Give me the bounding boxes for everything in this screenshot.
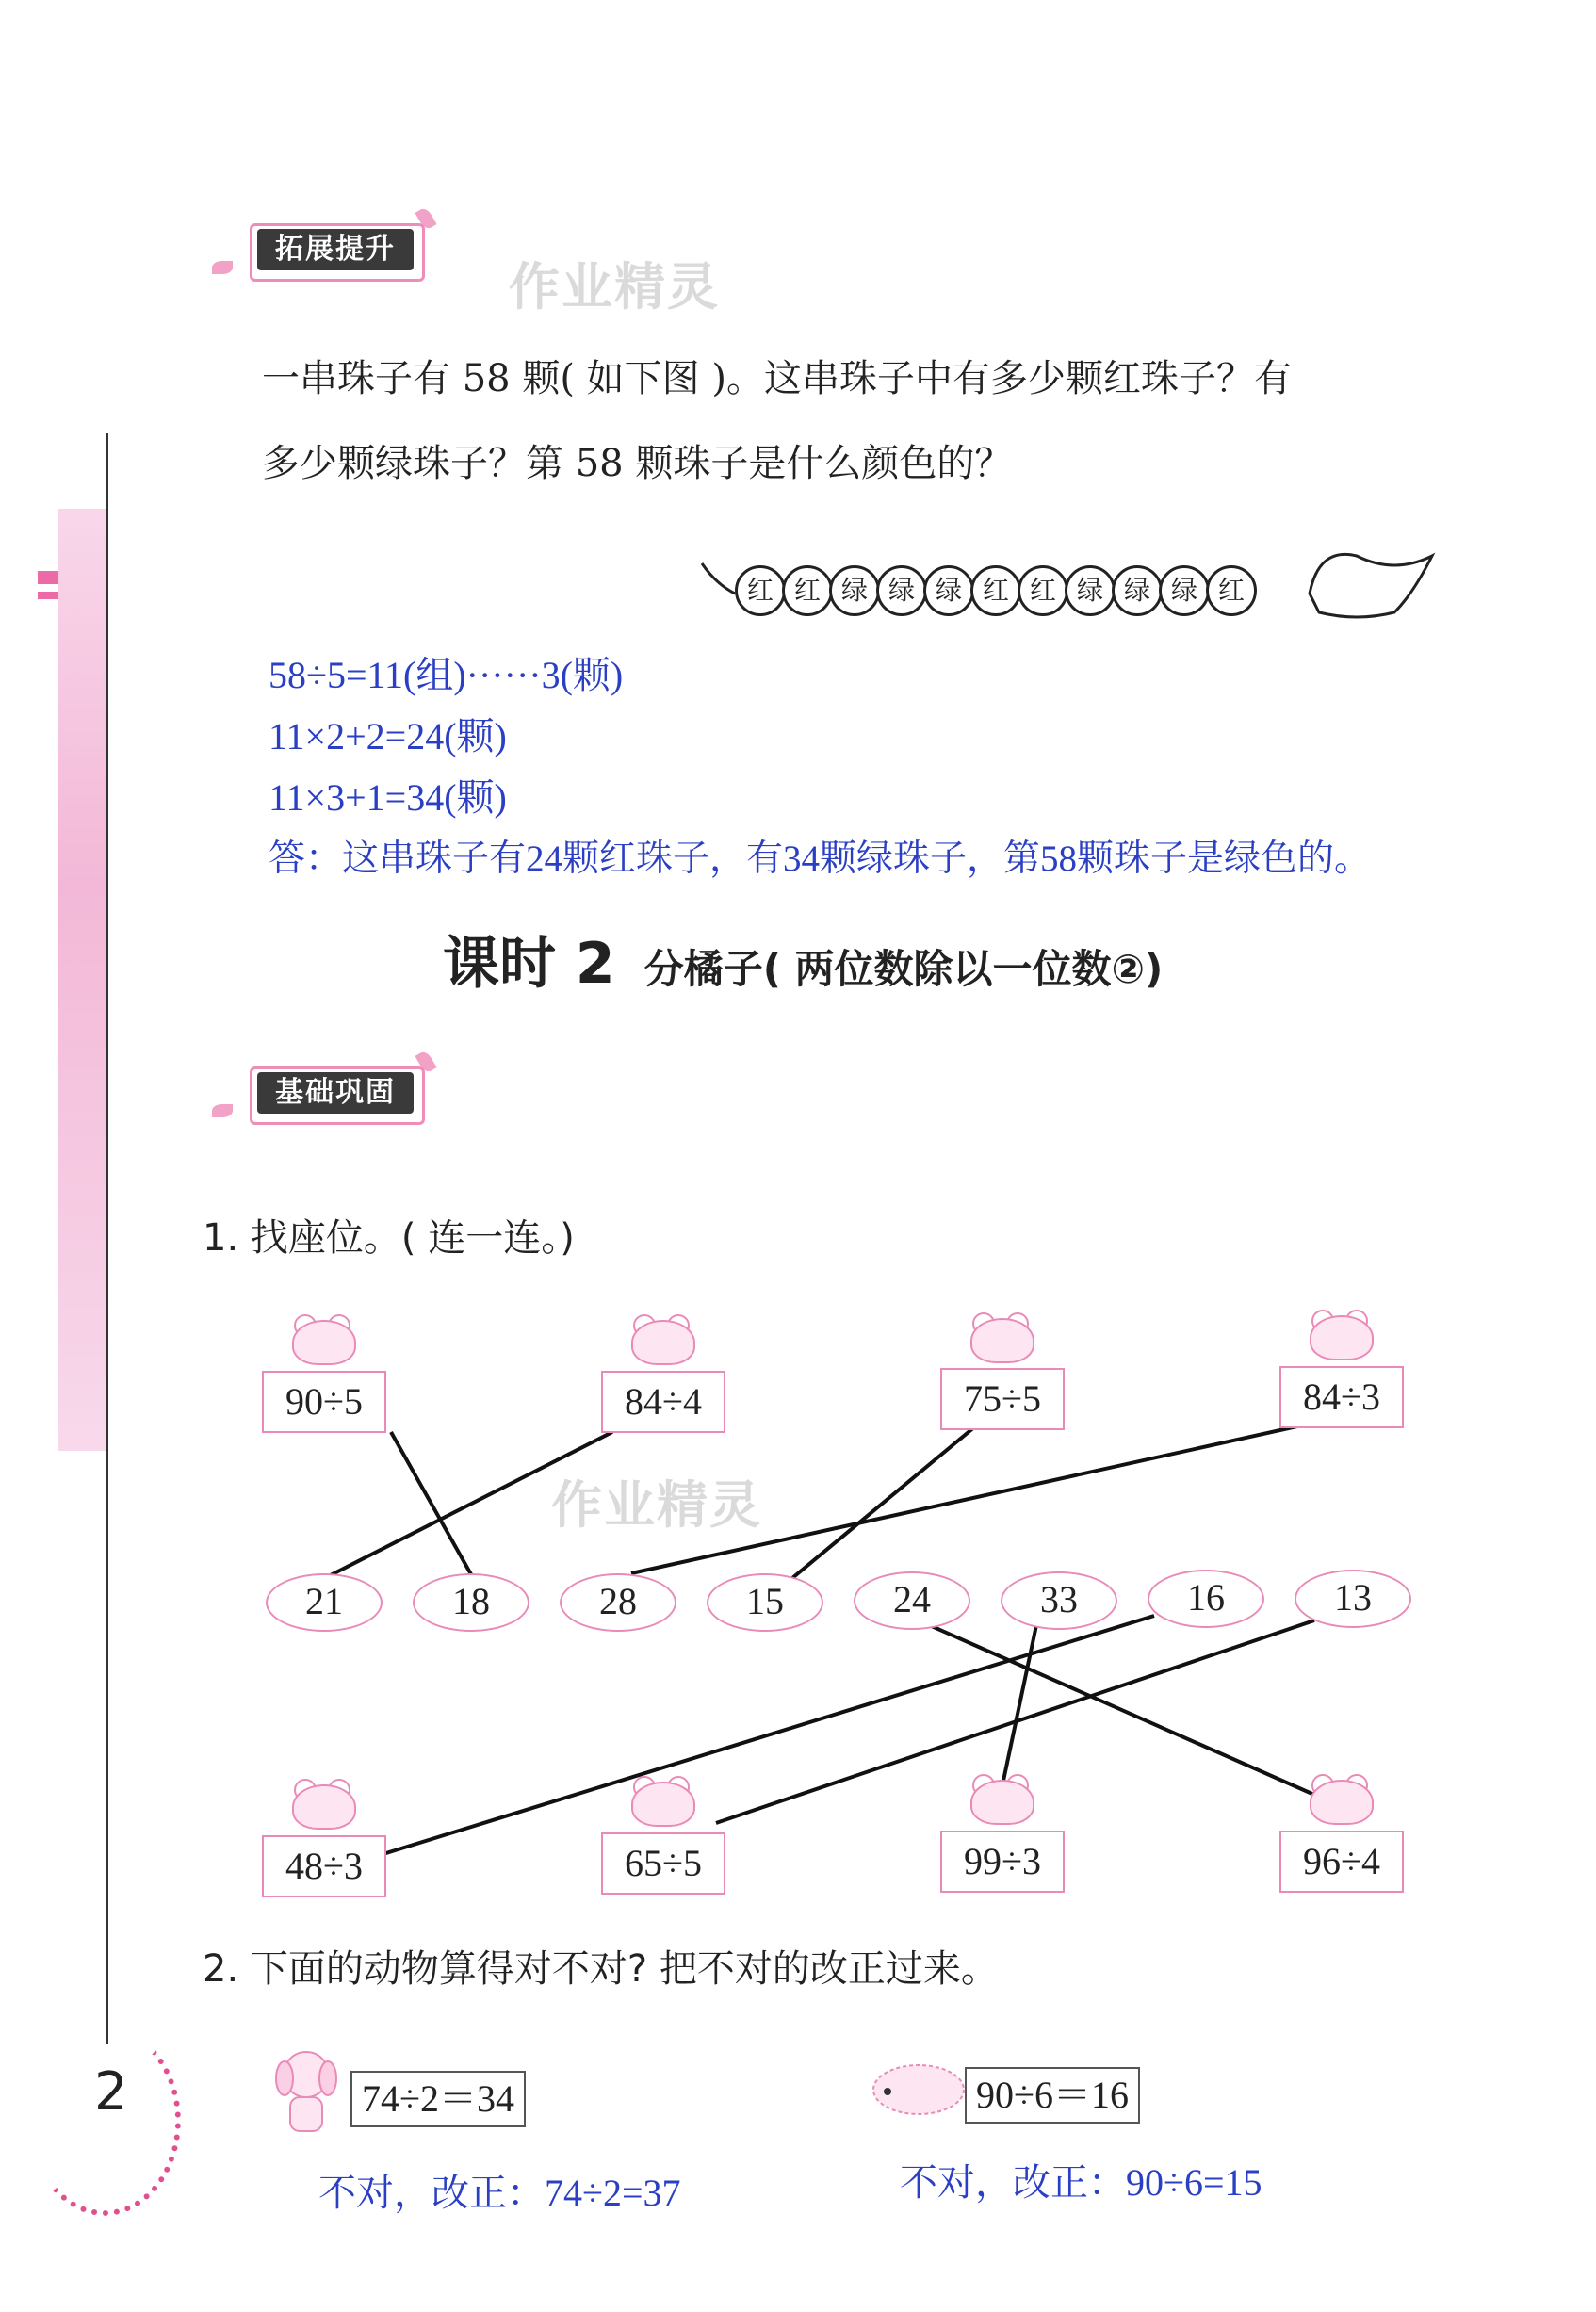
top-expr: 75÷5 bbox=[940, 1368, 1065, 1430]
frog-icon bbox=[1302, 1310, 1377, 1360]
page-number: 2 bbox=[94, 2061, 128, 2123]
lesson-title: 分橘子( 两位数除以一位数②) bbox=[643, 946, 1164, 992]
answer-line-2: 11×2+2=24(颗) bbox=[269, 715, 507, 757]
bead-item: 绿 bbox=[1065, 565, 1116, 616]
number-cloud: 24 bbox=[854, 1571, 970, 1630]
frog-icon bbox=[624, 1776, 699, 1827]
bead-item: 绿 bbox=[1112, 565, 1163, 616]
bottom-expr: 99÷3 bbox=[940, 1831, 1065, 1893]
number-cloud: 21 bbox=[266, 1573, 383, 1632]
q2-text: 2. 下面的动物算得对不对? 把不对的改正过来。 bbox=[203, 1947, 999, 1991]
frog-icon bbox=[285, 1314, 360, 1365]
bead-item: 红 bbox=[1018, 565, 1068, 616]
top-expr: 84÷3 bbox=[1279, 1366, 1404, 1428]
number-cloud: 13 bbox=[1295, 1570, 1411, 1628]
frog-icon bbox=[963, 1312, 1038, 1363]
frog-icon bbox=[963, 1774, 1038, 1825]
watermark: 作业精灵 bbox=[551, 1475, 762, 1535]
top-expr: 90÷5 bbox=[262, 1371, 386, 1433]
equation-right: 90÷6＝16 bbox=[965, 2067, 1140, 2124]
frog-icon bbox=[1302, 1774, 1377, 1825]
bead-item: 红 bbox=[782, 565, 833, 616]
hedgehog-icon bbox=[867, 2054, 970, 2120]
number-cloud: 28 bbox=[560, 1573, 676, 1632]
bead-item: 红 bbox=[970, 565, 1021, 616]
number-cloud: 16 bbox=[1148, 1570, 1264, 1628]
watermark: 作业精灵 bbox=[509, 257, 720, 317]
question-line-1: 一串珠子有 58 颗( 如下图 )。这串珠子中有多少颗红珠子？有 bbox=[262, 357, 1292, 400]
bead-item: 红 bbox=[1206, 565, 1257, 616]
number-cloud: 15 bbox=[707, 1573, 823, 1632]
correction-right: 不对，改正：90÷6=15 bbox=[900, 2161, 1262, 2204]
answer-line-1: 58÷5=11(组)······3(颗) bbox=[269, 654, 624, 696]
equation-left: 74÷2＝34 bbox=[350, 2071, 526, 2127]
bead-item: 绿 bbox=[829, 565, 880, 616]
question-line-2: 多少颗绿珠子？第 58 颗珠子是什么颜色的？ bbox=[262, 442, 1013, 485]
bead-item: 绿 bbox=[876, 565, 927, 616]
banner-label: 基础巩固 bbox=[257, 1072, 414, 1114]
number-cloud: 18 bbox=[413, 1573, 529, 1632]
bead-item: 绿 bbox=[923, 565, 974, 616]
lesson-number: 课时 2 bbox=[443, 931, 615, 997]
q1-text: 1. 找座位。( 连一连。) bbox=[203, 1216, 575, 1260]
bead-item: 红 bbox=[735, 565, 786, 616]
banner-label: 拓展提升 bbox=[257, 229, 414, 270]
bottom-expr: 48÷3 bbox=[262, 1835, 386, 1897]
frog-icon bbox=[285, 1779, 360, 1830]
bottom-expr: 65÷5 bbox=[601, 1832, 725, 1895]
answer-line-3: 11×3+1=34(颗) bbox=[269, 776, 507, 819]
frog-icon bbox=[624, 1314, 699, 1365]
correction-left: 不对，改正：74÷2=37 bbox=[318, 2172, 681, 2214]
bottom-expr: 96÷4 bbox=[1279, 1831, 1404, 1893]
top-expr: 84÷4 bbox=[601, 1371, 725, 1433]
answer-final: 答：这串珠子有24颗红珠子，有34颗绿珠子，第58颗珠子是绿色的。 bbox=[269, 839, 1372, 879]
puppy-icon bbox=[273, 2046, 339, 2137]
bead-item: 绿 bbox=[1159, 565, 1210, 616]
number-cloud: 33 bbox=[1001, 1571, 1117, 1630]
